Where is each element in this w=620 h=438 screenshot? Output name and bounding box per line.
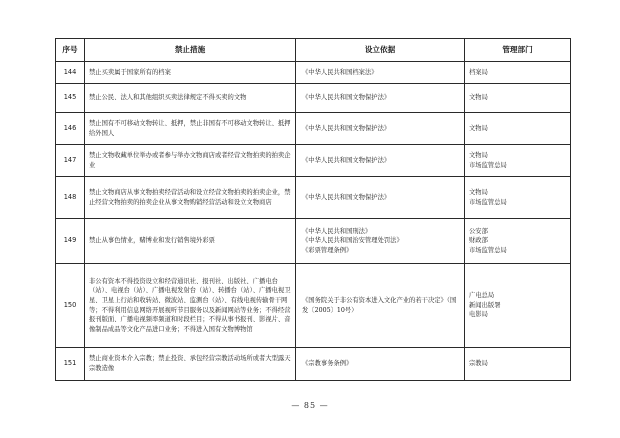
row-no: 150 bbox=[56, 264, 85, 348]
row-basis bbox=[296, 264, 465, 348]
row-basis bbox=[296, 177, 465, 219]
basis-line: 《彩票管理条例》 bbox=[302, 246, 353, 254]
table-row bbox=[56, 113, 571, 145]
header-basis: 设立依据 bbox=[296, 39, 465, 62]
row-measure: 禁止文物收藏单位举办或者参与举办文物商店或者经营文物拍卖的拍卖企业 bbox=[85, 145, 296, 177]
table-header-row bbox=[56, 39, 571, 62]
dept-line: 文物局 bbox=[469, 188, 488, 196]
table-row bbox=[56, 84, 571, 113]
row-no: 147 bbox=[56, 145, 85, 177]
row-measure: 禁止国有不可移动文物转让、抵押，禁止非国有不可移动文物转让、抵押给外国人 bbox=[85, 113, 296, 145]
row-dept bbox=[465, 145, 571, 177]
dept-line: 档案局 bbox=[469, 68, 488, 76]
dept-line: 市场监管总局 bbox=[469, 246, 507, 254]
dept-line: 文物局 bbox=[469, 94, 488, 102]
row-no: 144 bbox=[56, 62, 85, 84]
row-measure: 禁止买卖属于国家所有的档案 bbox=[85, 62, 296, 84]
dept-line: 电影局 bbox=[469, 311, 488, 319]
row-dept bbox=[465, 219, 571, 264]
dept-line: 文物局 bbox=[469, 151, 488, 159]
dept-line: 财政部 bbox=[469, 237, 488, 245]
header-measure: 禁止措施 bbox=[85, 39, 296, 62]
row-basis bbox=[296, 84, 465, 113]
basis-line: 《中华人民共和国文物保护法》 bbox=[302, 156, 391, 164]
row-basis bbox=[296, 145, 465, 177]
row-no: 146 bbox=[56, 113, 85, 145]
table-row bbox=[56, 145, 571, 177]
prohibition-table bbox=[55, 38, 571, 381]
basis-line: 《中华人民共和国文物保护法》 bbox=[302, 94, 391, 102]
row-basis bbox=[296, 348, 465, 381]
table-row bbox=[56, 219, 571, 264]
row-measure: 禁止公民、法人和其他组织买卖法律规定不得买卖的文物 bbox=[85, 84, 296, 113]
row-measure: 禁止从事色情业，赌博业和发行销售境外彩票 bbox=[85, 219, 296, 264]
row-dept bbox=[465, 62, 571, 84]
row-no: 149 bbox=[56, 219, 85, 264]
row-measure: 禁止商业资本介入宗教；禁止投资、承包经营宗教活动场所或者大型露天宗教造像 bbox=[85, 348, 296, 381]
row-dept bbox=[465, 113, 571, 145]
row-dept bbox=[465, 84, 571, 113]
row-no: 148 bbox=[56, 177, 85, 219]
table-row bbox=[56, 177, 571, 219]
dept-line: 文物局 bbox=[469, 124, 488, 132]
table-row bbox=[56, 348, 571, 381]
row-no: 151 bbox=[56, 348, 85, 381]
basis-line: 《中华人民共和国档案法》 bbox=[302, 68, 378, 76]
row-no: 145 bbox=[56, 84, 85, 113]
header-no: 序号 bbox=[56, 39, 85, 62]
table-row bbox=[56, 264, 571, 348]
row-dept bbox=[465, 348, 571, 381]
row-measure: 非公有资本不得投资设立和经营通讯社、报刊社、出版社、广播电台（站）、电视台（站）、广播电视发射台（站）、转播台（站）、广播电视卫星、卫星上行站和收转站、微波站、监测台（站）、有线电视传输骨干网等；不得利用信息网络开展视听节目服务以及新闻网站等业务；不得经营报刊版面、广播电视频率频道和时段栏目；不得从事书报刊、影视片、音像制品成品等文化产品进口业务；不得进入国有文物博物馆 bbox=[85, 264, 296, 348]
dept-line: 市场监管总局 bbox=[469, 198, 507, 206]
table-row bbox=[56, 62, 571, 84]
header-dept: 管理部门 bbox=[465, 39, 571, 62]
page-number: — 85 — bbox=[291, 401, 329, 410]
basis-line: 《国务院关于非公有资本进入文化产业的若干决定》（国发〔2005〕10号） bbox=[302, 296, 457, 314]
row-basis bbox=[296, 113, 465, 145]
row-dept bbox=[465, 177, 571, 219]
dept-line: 广电总局 bbox=[469, 292, 495, 300]
dept-line: 宗教局 bbox=[469, 360, 488, 368]
basis-line: 《宗教事务条例》 bbox=[302, 360, 353, 368]
row-basis bbox=[296, 62, 465, 84]
basis-line: 《中华人民共和国治安管理处罚法》 bbox=[302, 237, 403, 245]
dept-line: 公安部 bbox=[469, 227, 488, 235]
basis-line: 《中华人民共和国文物保护法》 bbox=[302, 124, 391, 132]
row-dept bbox=[465, 264, 571, 348]
basis-line: 《中华人民共和国文物保护法》 bbox=[302, 193, 391, 201]
basis-line: 《中华人民共和国刑法》 bbox=[302, 227, 372, 235]
row-basis bbox=[296, 219, 465, 264]
row-measure: 禁止文物商店从事文物拍卖经营活动和设立经营文物拍卖的拍卖企业，禁止经营文物拍卖的拍卖企业从事文物购销经营活动和设立文物商店 bbox=[85, 177, 296, 219]
dept-line: 市场监管总局 bbox=[469, 161, 507, 169]
dept-line: 新闻出版署 bbox=[469, 301, 501, 309]
